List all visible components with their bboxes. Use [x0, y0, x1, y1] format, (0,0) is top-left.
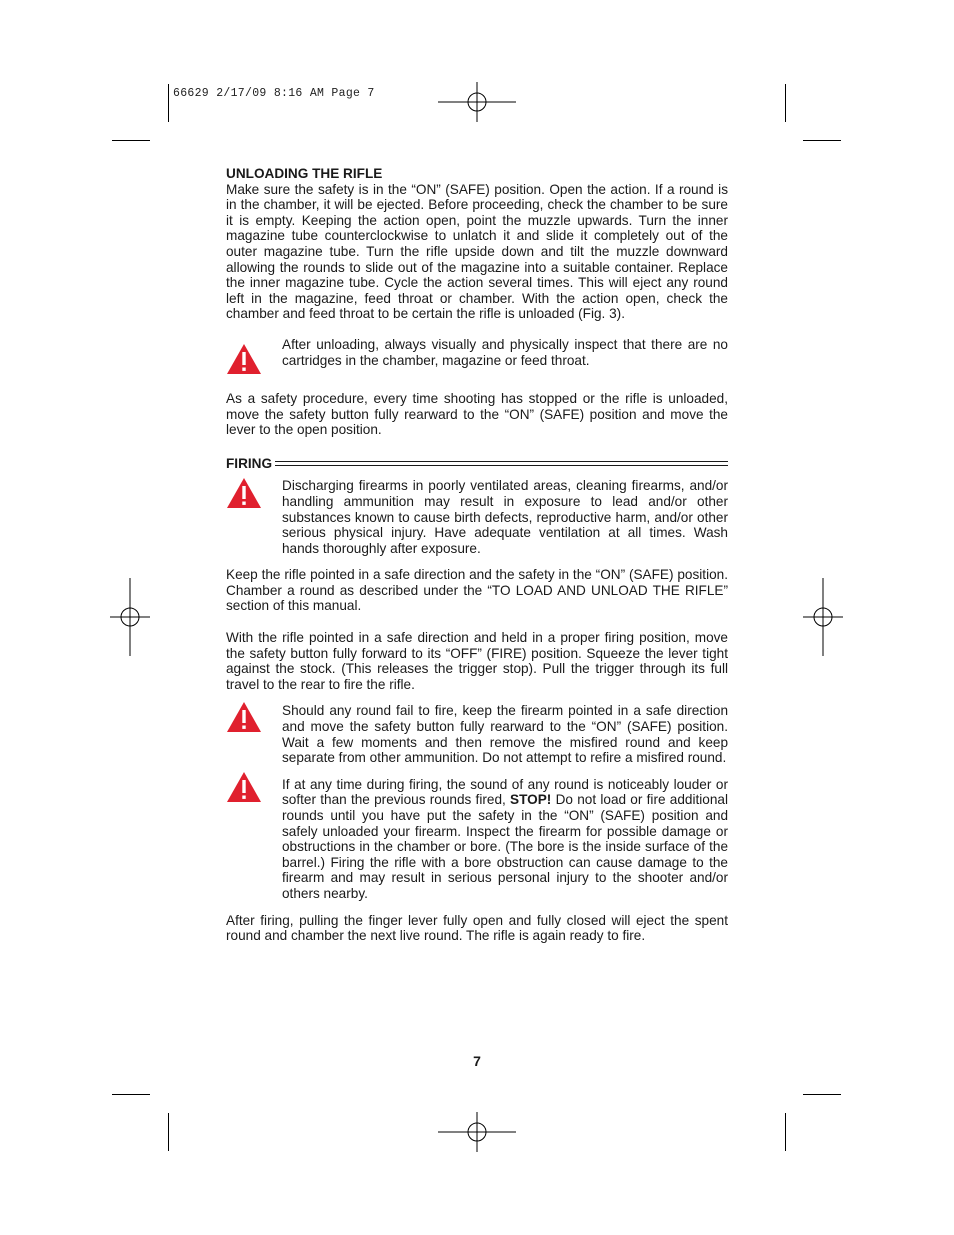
firing-heading-row — [226, 456, 728, 472]
warning-text-lead-exposure: Discharging firearms in poorly ventilated areas, cleaning firearms, and/or handling ammunition may result in exposure to lead and/or other substances known to cause birth defects, reproductive harm, and/or other serious physical injury. Have adequate ventilation at all times. Wash hands thoroughly after exposure. — [282, 478, 728, 556]
warning-block-misfire — [226, 703, 728, 765]
registration-mark-right — [803, 578, 843, 656]
unloading-paragraph: Make sure the safety is in the “ON” (SAFE) position. Open the action. If a round is in the chamber, it will be ejected. Before proceeding, check the chamber to be sure it is empty. Keeping the action open, point the muzzle upwards. Turn the inner magazine tube counterclockwise to unlatch it and slide it completely out of the outer magazine tube. Turn the rifle upside down and tilt the muzzle downward allowing the rounds to slide out of the magazine into a suitable container. Replace the inner magazine tube. Cycle the action several times. This will eject any round left in the magazine, feed throat or chamber. With the action open, check the chamber and feed throat to be certain the rifle is unloaded (Fig. 3). — [226, 181, 728, 322]
crop-mark-top-right-h — [803, 140, 841, 141]
crop-mark-top-right-v — [785, 84, 786, 122]
warning-block-lead-exposure — [226, 478, 728, 556]
warning-triangle-icon — [226, 478, 282, 509]
print-slug: 66629 2/17/09 8:16 AM Page 7 — [173, 87, 375, 100]
warning-text-sound-change — [282, 777, 728, 902]
registration-mark-top — [438, 82, 516, 122]
warning-triangle-icon — [226, 337, 282, 375]
registration-mark-bottom — [438, 1112, 516, 1152]
warning-block-unloading — [226, 337, 728, 375]
section-heading-firing: FIRING — [226, 455, 273, 471]
page-content — [226, 166, 728, 944]
crop-mark-top-left-v — [168, 84, 169, 122]
section-heading-unloading: UNLOADING THE RIFLE — [226, 166, 383, 181]
warning-text-unloading: After unloading, always visually and physically inspect that there are no cartridges in the chamber, magazine or feed throat. — [282, 336, 728, 368]
crop-mark-bottom-right-v — [785, 1113, 786, 1151]
warning-text-misfire: Should any round fail to fire, keep the firearm pointed in a safe direction and move the safety button fully rearward to the “ON” (SAFE) position. Wait a few moments and then remove the misfired round and keep separate from other ammunition. Do not attempt to refire a misfired round. — [282, 703, 728, 766]
heading-rule — [275, 461, 728, 466]
crop-mark-top-left-h — [112, 140, 150, 141]
page-number: 7 — [473, 1053, 481, 1069]
crop-mark-bottom-left-v — [168, 1113, 169, 1151]
firing-paragraph-2: With the rifle pointed in a safe direction and held in a proper firing position, move the safety button fully forward to its “OFF” (FIRE) position. Squeeze the lever tight against the stock. (This releases the trigger stop). Pull the trigger through its full travel to the rear to fire the rifle. — [226, 630, 728, 692]
registration-mark-left — [110, 578, 150, 656]
warning-triangle-icon — [226, 703, 282, 733]
warning-text-part-2: Do not load or fire additional rounds until you have put the safety in the “ON” (SAFE) position and safely unloaded your firearm. Inspect the firearm for possible damage or obstructions in the chamber or bore. (The bore is the inside surface of the barrel.) Firing the rifle with a bore obstruction can cause damage to the firearm and may result in serious personal injury to the shooter and/or others nearby. — [282, 792, 728, 901]
warning-triangle-icon — [226, 777, 282, 803]
crop-mark-bottom-right-h — [803, 1094, 841, 1095]
crop-mark-bottom-left-h — [112, 1094, 150, 1095]
firing-paragraph-3: After firing, pulling the finger lever fully open and fully closed will eject the spent round and chamber the next live round. The rifle is again ready to fire. — [226, 912, 728, 944]
warning-block-sound-change — [226, 777, 728, 902]
stop-callout: STOP! — [510, 792, 552, 808]
warning-text-part-1: If at any time during firing, the sound of any round is noticeably louder or softer than the previous rounds fired, — [282, 776, 728, 808]
safety-procedure-paragraph: As a safety procedure, every time shooting has stopped or the rifle is unloaded, move the safety button fully rearward to the “ON” (SAFE) position and move the lever to the open position. — [226, 390, 728, 438]
firing-paragraph-1: Keep the rifle pointed in a safe direction and the safety in the “ON” (SAFE) position. Chamber a round as described under the “TO LOAD AND UNLOAD THE RIFLE” section of this manual. — [226, 567, 728, 614]
